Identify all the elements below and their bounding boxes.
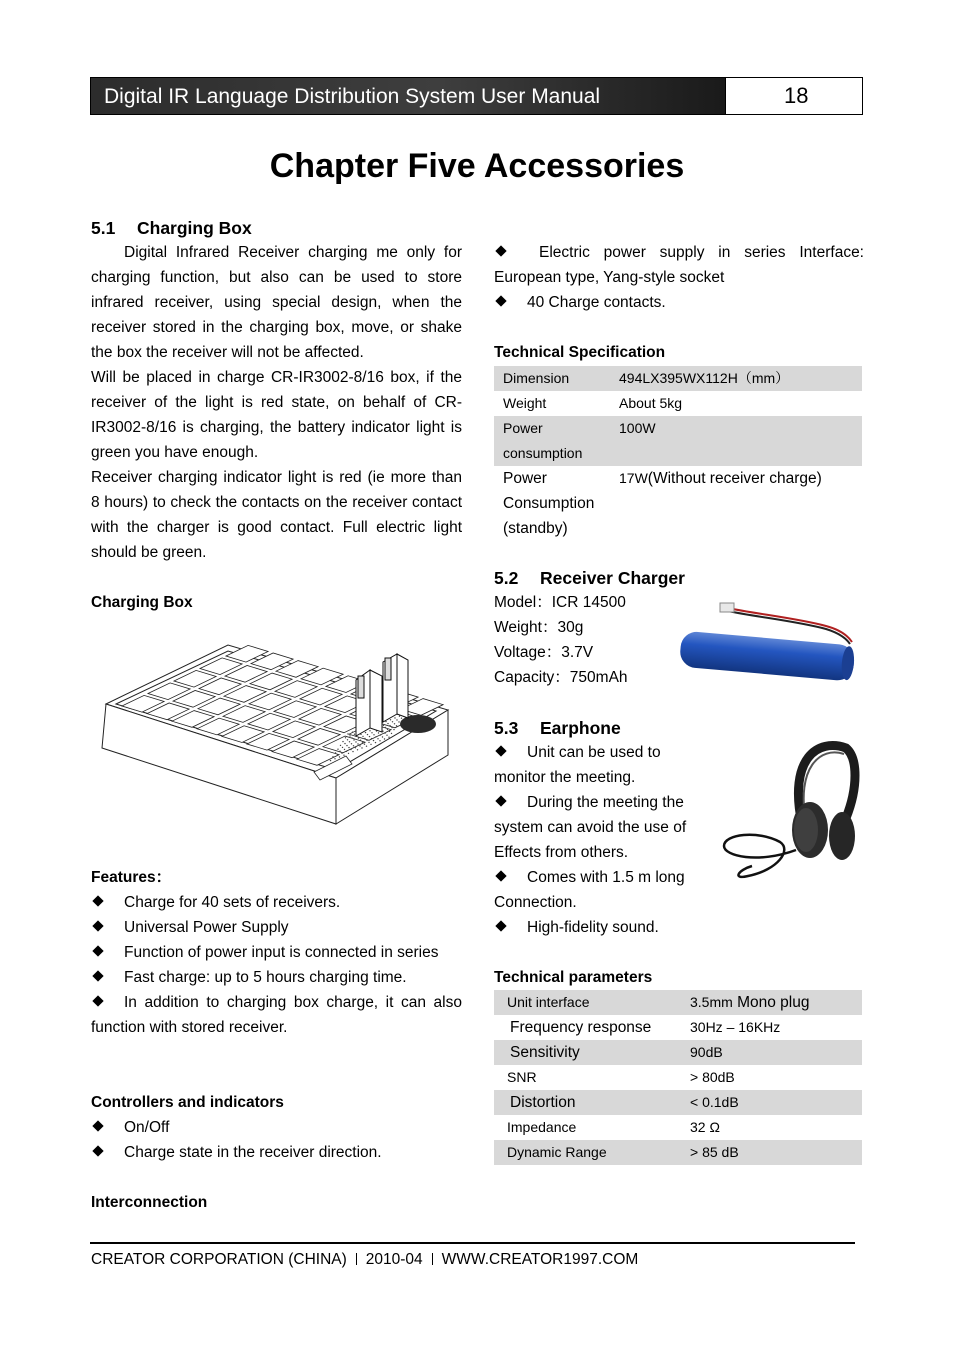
footer-separator	[432, 1253, 433, 1265]
diamond-bullet-icon	[495, 920, 506, 931]
section-5-1-heading	[91, 217, 252, 239]
receiver-charger-specs	[494, 590, 628, 690]
grille-dot	[383, 725, 384, 726]
table-cell-value: > 80dB	[690, 1069, 735, 1085]
table-row	[494, 391, 862, 416]
grille-dot	[355, 747, 356, 748]
tech-params-title: Technical parameters	[494, 969, 653, 986]
grille-dot	[346, 751, 347, 752]
table-row	[494, 416, 862, 466]
grille-dot	[339, 756, 340, 757]
diamond-bullet-icon	[92, 970, 103, 981]
table-cell-value: 100W	[610, 416, 862, 466]
section-number: 5.1	[91, 218, 116, 238]
spec-line: Voltage：3.7V	[494, 644, 594, 661]
grille-dot	[347, 733, 348, 734]
footer-website[interactable]: WWW.CREATOR1997.COM	[441, 1251, 639, 1268]
grille-dot	[348, 747, 349, 748]
grille-dot	[334, 758, 335, 759]
tech-spec-title: Technical Specification	[494, 344, 666, 361]
charging-box-illustration	[100, 640, 460, 830]
table-cell-value: 90dB	[681, 1040, 862, 1065]
table-cell-value: 30Hz – 16KHz	[690, 1019, 781, 1035]
table-cell-label: Sensitivity	[494, 1040, 681, 1065]
grille-dot	[373, 740, 374, 741]
table-cell-label: Unit interface	[494, 990, 681, 1015]
paragraph: Will be placed in charge CR-IR3002-8/16 box, if the receiver of the light is red state, on behalf of CR-IR3002-8/16 is charging, the battery indicator light is green you have enough.	[91, 369, 462, 461]
grille-dot	[391, 727, 392, 728]
grille-dot	[388, 737, 389, 738]
table-cell-label: Dynamic Range	[494, 1140, 681, 1165]
grille-dot	[371, 738, 372, 739]
grille-dot	[393, 729, 394, 730]
battery-illustration	[676, 600, 858, 692]
table-cell-label: SNR	[507, 1069, 537, 1085]
chapter-title: Chapter Five Accessories	[269, 147, 685, 185]
table-cell-label: Frequency response	[510, 1019, 652, 1036]
grille-dot	[362, 736, 363, 737]
diamond-bullet-icon	[92, 995, 103, 1006]
tech-spec-table	[494, 366, 862, 541]
diamond-bullet-icon	[495, 245, 506, 256]
diamond-bullet-icon	[495, 295, 506, 306]
list-item: On/Off	[91, 1115, 462, 1140]
grille-dot	[366, 746, 367, 747]
paragraph: Digital Infrared Receiver charging me only for charging function, but also can be used to store infrared receiver, using special design, when the receiver stored in the charging box, move, or shake the box the receiver will not be affected.	[91, 244, 462, 361]
grille-dot	[399, 716, 400, 717]
grille-dot	[360, 740, 361, 741]
list-item: Electric power supply in series Interface: European type, Yang-style socket	[494, 244, 864, 286]
footer-separator	[356, 1253, 357, 1265]
table-cell-label: Distortion	[494, 1090, 681, 1115]
table-cell-label: Dimension	[494, 366, 610, 391]
grille-dot	[387, 723, 388, 724]
grille-dot	[355, 741, 356, 742]
grille-dot	[359, 745, 360, 746]
grille-dot	[341, 753, 342, 754]
table-cell-value: < 0.1dB	[681, 1090, 862, 1115]
grille-dot	[377, 738, 378, 739]
grille-dot	[389, 731, 390, 732]
grille-dot	[385, 727, 386, 728]
list-item: In addition to charging box charge, it can also function with stored receiver.	[91, 994, 462, 1036]
grille-dot	[384, 738, 385, 739]
grille-dot	[358, 738, 359, 739]
grille-dot	[362, 742, 363, 743]
footer	[91, 1249, 638, 1271]
grille-dot	[401, 718, 402, 719]
list-item: Universal Power Supply	[91, 915, 462, 940]
grille-dot	[366, 740, 367, 741]
grille-dot	[330, 760, 331, 761]
diamond-bullet-icon	[495, 745, 506, 756]
table-cell-value: About 5kg	[619, 395, 683, 411]
diamond-bullet-icon	[495, 795, 506, 806]
grille-dot	[343, 755, 344, 756]
table-row	[494, 990, 862, 1015]
footer-divider	[90, 1242, 855, 1244]
diamond-bullet-icon	[92, 895, 103, 906]
section-5-2-heading	[494, 567, 685, 589]
grille-dot	[365, 732, 366, 733]
grille-dot	[369, 736, 370, 737]
grille-dot	[369, 730, 370, 731]
table-row	[494, 1040, 862, 1065]
grille-dot	[340, 745, 341, 746]
grille-dot	[335, 752, 336, 753]
grille-dot	[364, 738, 365, 739]
spec-line: Model：ICR 14500	[494, 594, 626, 611]
list-item: Fast charge: up to 5 hours charging time.	[91, 965, 462, 990]
grille-dot	[375, 736, 376, 737]
table-row	[494, 1065, 862, 1090]
interconnection-title: Interconnection	[91, 1194, 208, 1211]
spec-line: Capacity：750mAh	[494, 669, 628, 686]
list-item: Comes with 1.5 m long Connection.	[494, 869, 685, 911]
interconnection-list	[494, 240, 864, 315]
grille-dot	[349, 741, 350, 742]
grille-dot	[339, 751, 340, 752]
table-cell-label: Weight	[503, 395, 547, 411]
grille-dot	[367, 734, 368, 735]
grille-dot	[398, 721, 399, 722]
diamond-bullet-icon	[92, 920, 103, 931]
grille-dot	[337, 749, 338, 750]
list-item: Function of power input is connected in series	[91, 940, 462, 965]
grille-dot	[357, 743, 358, 744]
grille-dot	[337, 754, 338, 755]
diamond-bullet-icon	[92, 945, 103, 956]
grille-dot	[354, 734, 355, 735]
table-row	[494, 1015, 862, 1040]
table-row	[494, 1090, 862, 1115]
grille-dot	[364, 744, 365, 745]
spec-line: Weight：30g	[494, 619, 584, 636]
grille-dot	[391, 733, 392, 734]
grille-dot	[332, 756, 333, 757]
grille-dot	[347, 739, 348, 740]
grille-dot	[353, 745, 354, 746]
grille-dot	[386, 735, 387, 736]
diamond-bullet-icon	[92, 1145, 103, 1156]
section-5-3-heading	[494, 717, 621, 739]
grille-dot	[353, 739, 354, 740]
page-number: 18	[725, 77, 863, 115]
table-cell-label: Impedance	[507, 1119, 577, 1135]
grille-dot	[389, 725, 390, 726]
earphone-features-list	[494, 740, 700, 940]
tech-params-table	[494, 990, 862, 1165]
table-row	[494, 466, 862, 541]
features-title: Features：	[91, 869, 172, 886]
table-cell-value: 17W(Without receiver charge)	[619, 470, 822, 487]
grille-dot	[342, 747, 343, 748]
grille-dot	[351, 737, 352, 738]
grille-dot	[375, 742, 376, 743]
grille-dot	[349, 735, 350, 736]
grille-dot	[345, 737, 346, 738]
controllers-list	[91, 1115, 462, 1165]
features-list	[91, 890, 462, 1040]
table-row	[494, 1140, 862, 1165]
grille-dot	[380, 734, 381, 735]
list-item: Charge state in the receiver direction.	[91, 1140, 462, 1165]
grille-dot	[378, 732, 379, 733]
section-title: Earphone	[540, 718, 621, 738]
grille-dot	[371, 732, 372, 733]
paragraph: Receiver charging indicator light is red (ie more than 8 hours) to check the contacts on the receiver contact with the charger is good contact. Full electric light should be green.	[91, 469, 462, 561]
table-cell-value: > 85 dB	[681, 1140, 862, 1165]
header-title: Digital IR Language Distribution System User Manual	[104, 85, 601, 108]
grille-dot	[392, 721, 393, 722]
section-title: Receiver Charger	[540, 568, 685, 588]
grille-dot	[370, 744, 371, 745]
list-item: 40 Charge contacts.	[494, 290, 864, 315]
grille-dot	[396, 719, 397, 720]
grille-dot	[348, 753, 349, 754]
grille-dot	[346, 745, 347, 746]
diamond-bullet-icon	[495, 870, 506, 881]
table-cell-value: 32 Ω	[690, 1119, 720, 1135]
section-number: 5.3	[494, 718, 519, 738]
grille-dot	[344, 749, 345, 750]
headphone-illustration	[718, 738, 860, 884]
table-cell-label: Power Consumption (standby)	[503, 470, 595, 537]
grille-dot	[350, 749, 351, 750]
grille-dot	[361, 747, 362, 748]
grille-dot	[368, 742, 369, 743]
grille-dot	[390, 719, 391, 720]
section-number: 5.2	[494, 568, 519, 588]
list-item: During the meeting the system can avoid the use of Effects from others.	[494, 794, 687, 861]
list-item: Unit can be used to monitor the meeting.	[494, 744, 661, 786]
list-item: High-fidelity sound.	[494, 915, 700, 940]
grille-dot	[394, 723, 395, 724]
controllers-title: Controllers and indicators	[91, 1094, 284, 1111]
grille-dot	[351, 743, 352, 744]
charging-box-caption: Charging Box	[91, 594, 193, 611]
charging-box-description	[91, 240, 462, 565]
list-item: Charge for 40 sets of receivers.	[91, 890, 462, 915]
footer-company: CREATOR CORPORATION (CHINA)	[91, 1251, 347, 1268]
footer-date: 2010-04	[365, 1251, 423, 1268]
grille-dot	[384, 733, 385, 734]
grille-dot	[342, 741, 343, 742]
grille-dot	[396, 725, 397, 726]
grille-dot	[387, 729, 388, 730]
grille-dot	[373, 734, 374, 735]
table-row	[494, 1115, 862, 1140]
table-row	[494, 366, 862, 391]
grille-dot	[394, 717, 395, 718]
grille-dot	[352, 732, 353, 733]
section-title: Charging Box	[137, 218, 252, 238]
table-cell-label: Power consumption	[494, 416, 610, 466]
grille-dot	[352, 751, 353, 752]
diamond-bullet-icon	[92, 1120, 103, 1131]
grille-dot	[344, 743, 345, 744]
table-cell-value: 3.5mm Mono plug	[681, 990, 862, 1015]
grille-dot	[357, 749, 358, 750]
table-cell-value: 494LX395WX112H（mm）	[610, 366, 862, 391]
grille-dot	[382, 736, 383, 737]
grille-dot	[382, 731, 383, 732]
grille-dot	[379, 740, 380, 741]
